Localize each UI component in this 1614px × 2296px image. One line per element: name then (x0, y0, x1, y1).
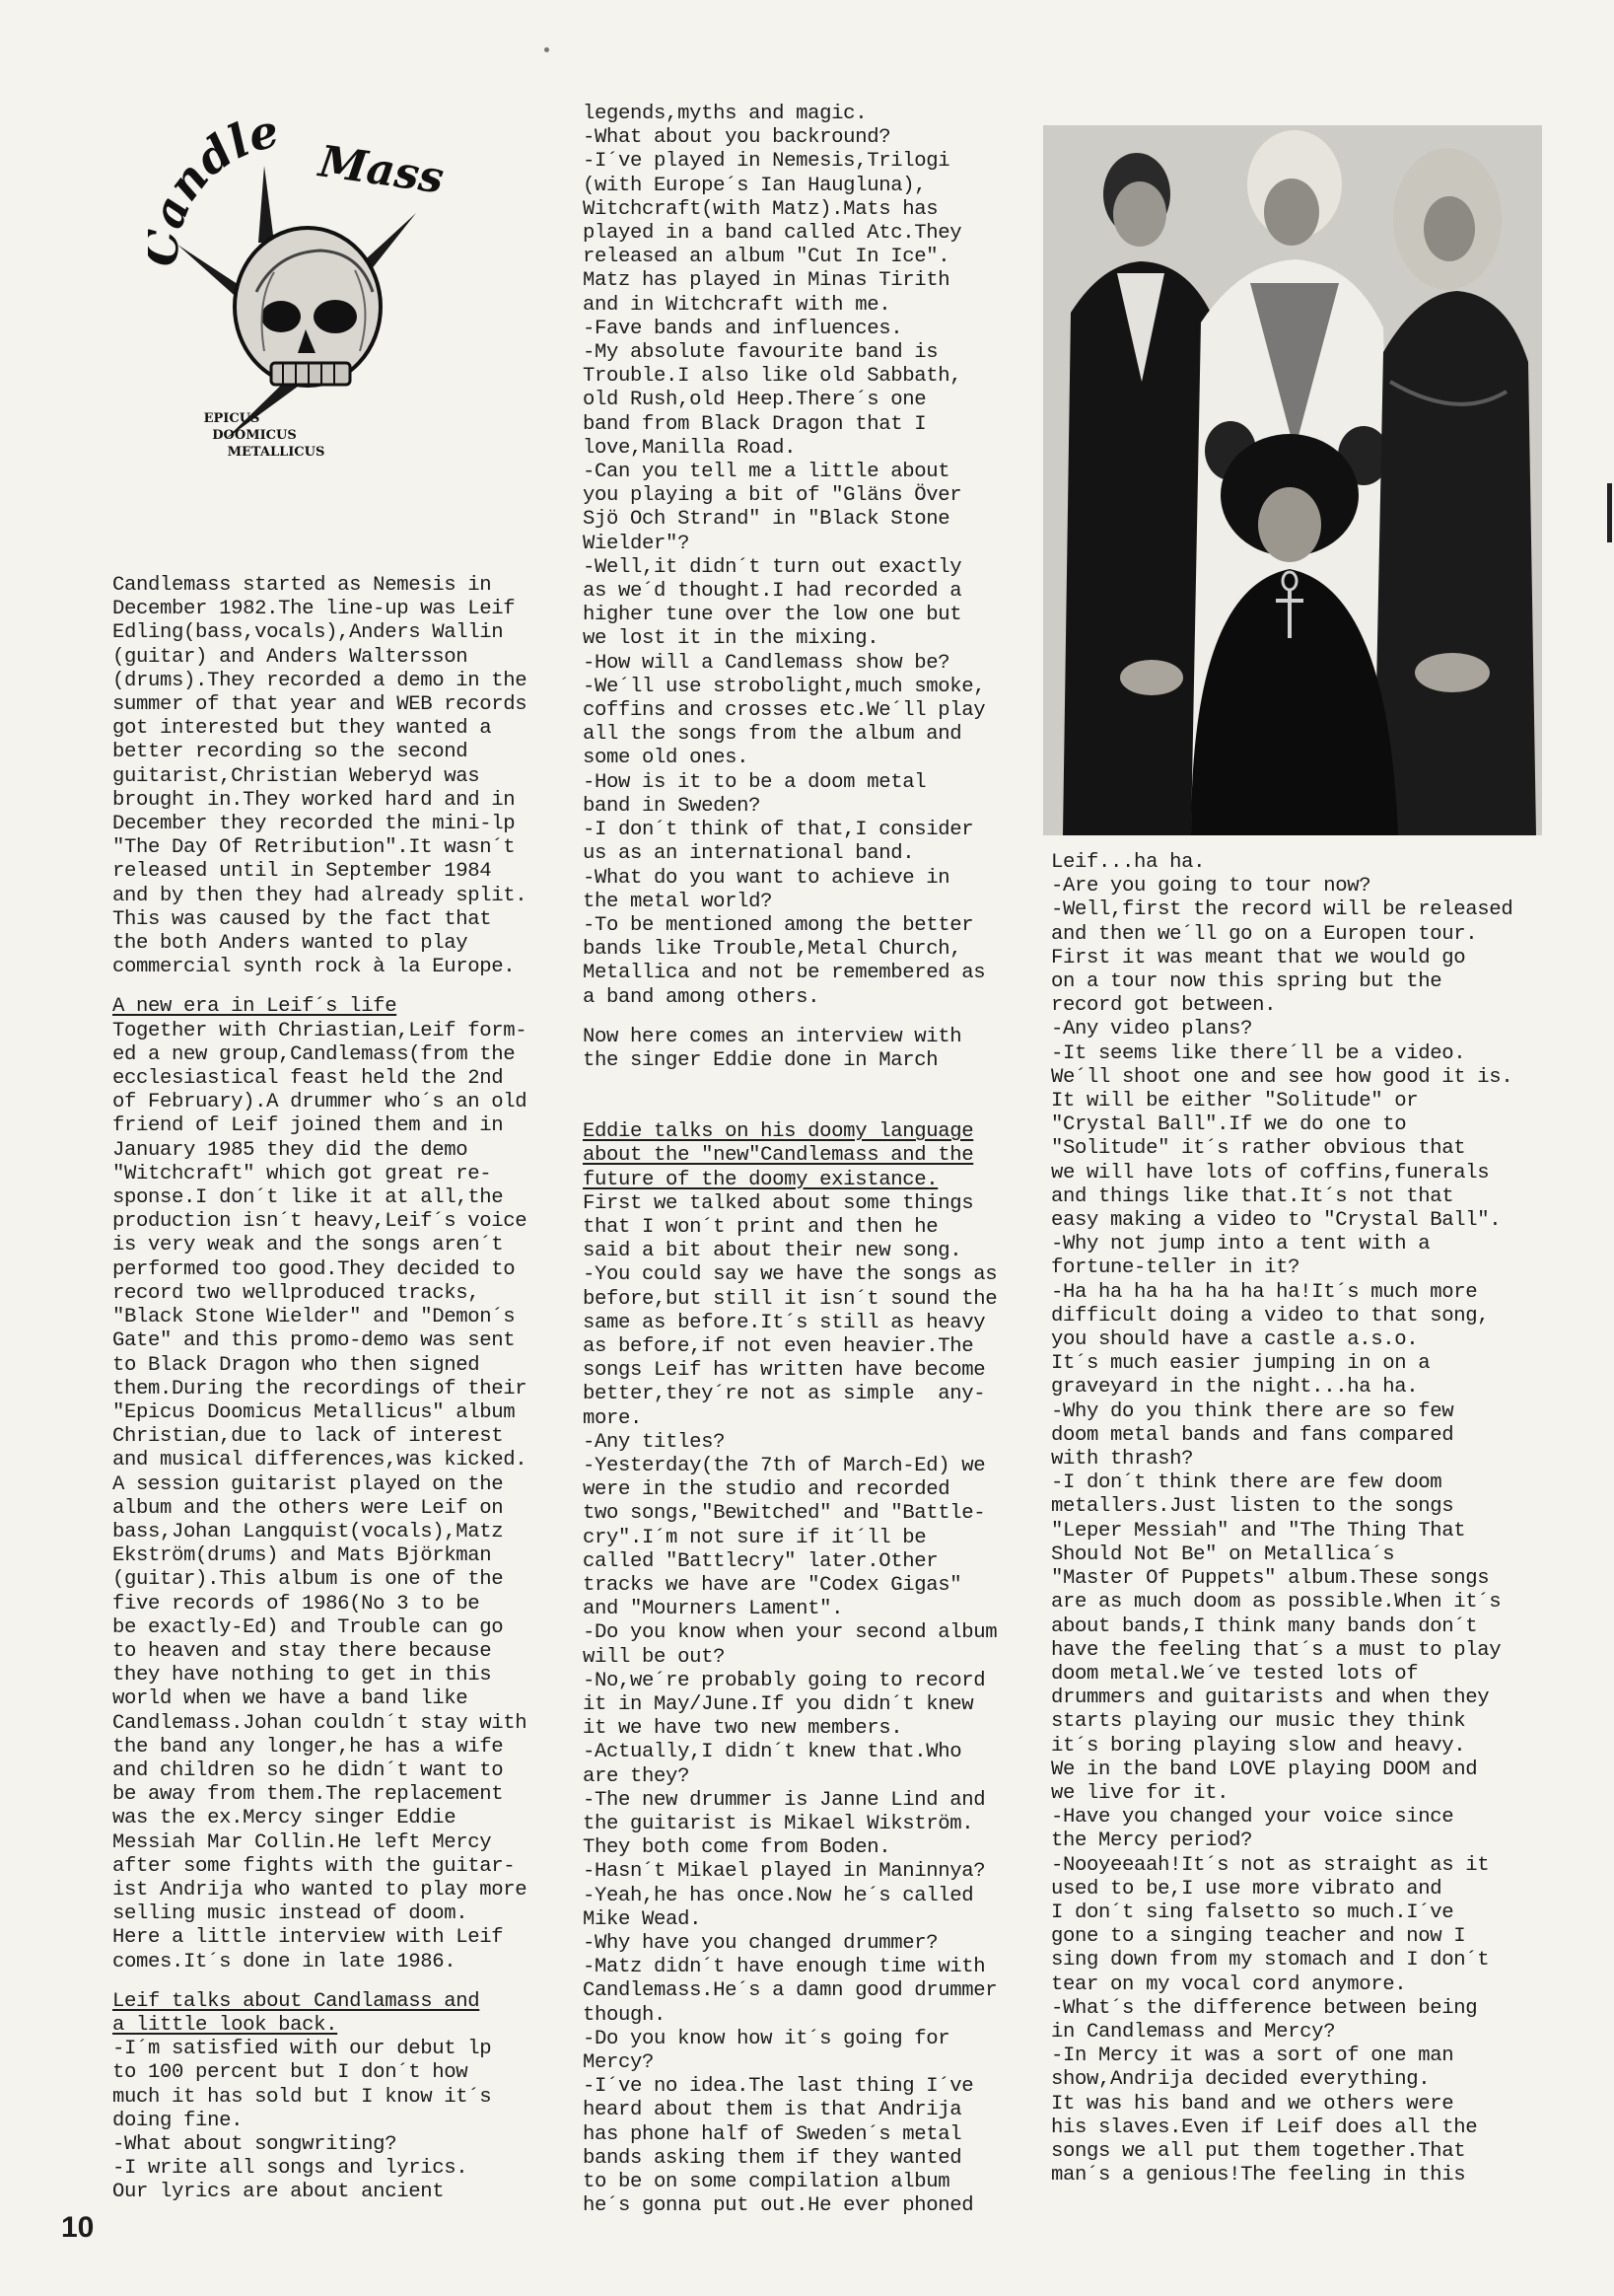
page-edge-mark (1607, 483, 1612, 542)
text-line: and then we´ll go on a Europen tour. (1051, 922, 1478, 946)
text-line: Our lyrics are about ancient (112, 2181, 445, 2204)
text-line: -Ha ha ha ha ha ha ha!It´s much more (1051, 1280, 1478, 1304)
text-line: called "Battlecry" later.Other (583, 1549, 939, 1573)
article-paragraph (583, 1192, 997, 2219)
text-line: Now here comes an interview with (583, 1025, 962, 1048)
text-line: higher tune over the low one but (583, 604, 962, 627)
candlemass-logo (148, 105, 444, 469)
text-line: got interested but they wanted a (112, 717, 492, 741)
text-line: cry".I´m not sure if it´ll be (583, 1526, 927, 1549)
text-line: -What´s the difference between being (1051, 1996, 1478, 2020)
text-line: "Epicus Doomicus Metallicus" album (112, 1400, 516, 1424)
text-line: starts playing our music they think (1051, 1710, 1466, 1734)
text-line: (drums).They recorded a demo in the (112, 669, 527, 692)
text-line: Together with Chriastian,Leif form- (112, 1019, 527, 1042)
text-line: -It seems like there´ll be a video. (1051, 1041, 1466, 1065)
text-line: them.During the recordings of their (112, 1377, 527, 1400)
text-line: a little look back. (112, 2013, 338, 2037)
text-line: said a bit about their new song. (583, 1240, 962, 1263)
text-line: Messiah Mar Collin.He left Mercy (112, 1830, 492, 1854)
paragraph-gap (112, 1974, 526, 1990)
text-line: Leif...ha ha. (1051, 851, 1206, 874)
text-line: -I don´t think there are few doom (1051, 1471, 1442, 1495)
text-line: you should have a castle a.s.o. (1051, 1328, 1419, 1352)
text-line: "Leper Messiah" and "The Thing That (1051, 1519, 1466, 1543)
text-line: much it has sold but I know it´s (112, 2085, 492, 2109)
text-line: to Black Dragon who then signed (112, 1353, 480, 1377)
text-line: sponse.I don´t like it at all,the (112, 1186, 504, 1210)
text-line: Christian,due to lack of interest (112, 1425, 504, 1449)
article-column-2 (583, 103, 997, 2218)
section-heading (583, 1120, 997, 1192)
text-line: coffins and crosses etc.We´ll play (583, 699, 986, 723)
text-line: This was caused by the fact that (112, 907, 492, 931)
text-line: same as before.It´s still as heavy (583, 1311, 986, 1334)
text-line: record got between. (1051, 994, 1277, 1018)
text-line: with thrash? (1051, 1448, 1194, 1471)
paragraph-gap (583, 1073, 997, 1089)
text-line: -You could say we have the songs as (583, 1263, 998, 1287)
text-line: Wielder"? (583, 532, 690, 555)
text-line: it´s boring playing slow and heavy. (1051, 1734, 1466, 1758)
text-line: we lost it in the mixing. (583, 627, 879, 651)
text-line: -Hasn´t Mikael played in Maninnya? (583, 1860, 986, 1884)
text-line: -Matz didn´t have enough time with (583, 1956, 986, 1979)
text-line: Edling(bass,vocals),Anders Wallin (112, 621, 504, 645)
text-line: doom metal.We´ve tested lots of (1051, 1662, 1419, 1686)
text-line: sing down from my stomach and I don´t (1051, 1949, 1490, 1973)
text-line: -Well,first the record will be released (1051, 898, 1513, 922)
text-line: -Any titles? (583, 1430, 726, 1454)
text-line: brought in.They worked hard and in (112, 788, 516, 812)
text-line: Here a little interview with Leif (112, 1926, 504, 1950)
text-line: are as much doom as possible.When it´s (1051, 1591, 1502, 1614)
text-line: tear on my vocal cord anymore. (1051, 1973, 1407, 1996)
text-line: some old ones. (583, 747, 749, 770)
text-line: show,Andrija decided everything. (1051, 2068, 1431, 2092)
text-line: Matz has played in Minas Tirith (583, 269, 950, 293)
text-line: to be on some compilation album (583, 2171, 950, 2194)
text-line: January 1985 they did the demo (112, 1138, 468, 1162)
text-line: Leif talks about Candlamass and (112, 1989, 480, 2013)
text-line: songs Leif has written have become (583, 1359, 986, 1383)
article-paragraph (1051, 851, 1512, 2188)
text-line: selling music instead of doom. (112, 1902, 468, 1926)
text-line: -My absolute favourite band is (583, 341, 939, 365)
text-line: Gate" and this promo-demo was sent (112, 1329, 516, 1353)
text-line: are they? (583, 1764, 690, 1788)
logo-band-name: ndle (157, 105, 284, 210)
text-line: tracks we have are "Codex Gigas" (583, 1573, 962, 1597)
text-line: drummers and guitarists and when they (1051, 1686, 1490, 1710)
logo-tagline-line: EPICUS (203, 411, 260, 426)
text-line: -Why do you think there are so few (1051, 1399, 1454, 1423)
text-line: -I´ve no idea.The last thing I´ve (583, 2075, 974, 2099)
text-line: ed a new group,Candlemass(from the (112, 1042, 516, 1066)
text-line: used to be,I use more vibrato and (1051, 1877, 1442, 1901)
text-line: A session guitarist played on the (112, 1472, 504, 1496)
paragraph-gap (112, 979, 526, 995)
text-line: "Master Of Puppets" album.These songs (1051, 1567, 1490, 1591)
text-line: doom metal bands and fans compared (1051, 1423, 1454, 1447)
text-line: commercial synth rock à la Europe. (112, 956, 516, 979)
text-line: easy making a video to "Crystal Ball". (1051, 1209, 1502, 1233)
paragraph-gap (583, 1105, 997, 1120)
text-line: future of the doomy existance. (583, 1168, 939, 1191)
text-line: more. (583, 1406, 643, 1430)
text-line: We in the band LOVE playing DOOM and (1051, 1758, 1478, 1781)
text-line: is very weak and the songs aren´t (112, 1234, 504, 1257)
text-line: doing fine. (112, 2109, 244, 2132)
article-paragraph (583, 1026, 997, 1073)
text-line: "Solitude" it´s rather obvious that (1051, 1137, 1466, 1161)
text-line: -Why not jump into a tent with a (1051, 1233, 1431, 1256)
spike-top (258, 166, 274, 243)
article-column-3 (1051, 851, 1512, 2188)
text-line: bands like Trouble,Metal Church, (583, 938, 962, 962)
text-line: -What about songwriting? (112, 2133, 397, 2156)
text-line: the Mercy period? (1051, 1830, 1253, 1853)
text-line: as we´d thought.I had recorded a (583, 580, 962, 604)
text-line: Metallica and not be remembered as (583, 962, 986, 985)
text-line: were in the studio and recorded (583, 1478, 950, 1502)
article-paragraph (583, 103, 997, 1010)
text-line: be exactly-Ed) and Trouble can go (112, 1615, 504, 1639)
text-line: though. (583, 2003, 667, 2027)
text-line: be away from them.The replacement (112, 1783, 504, 1807)
text-line: band in Sweden? (583, 794, 761, 818)
page-number: 10 (61, 2211, 95, 2244)
text-line: Candlemass.He´s a damn good drummer (583, 1979, 998, 2003)
text-line: (guitar) and Anders Waltersson (112, 645, 468, 669)
text-line: man´s a genious!The feeling in this (1051, 2164, 1466, 2188)
text-line: five records of 1986(No 3 to be (112, 1592, 480, 1615)
text-line: -Are you going to tour now? (1051, 875, 1371, 898)
text-line: the singer Eddie done in March (583, 1048, 939, 1072)
text-line: we will have lots of coffins,funerals (1051, 1161, 1490, 1184)
text-line: A new era in Leif´s life (112, 995, 397, 1019)
text-line: bands asking them if they wanted (583, 2146, 962, 2170)
text-line: -I´m satisfied with our debut lp (112, 2038, 492, 2061)
text-line: production isn´t heavy,Leif´s voice (112, 1210, 527, 1234)
text-line: before,but still it isn´t sound the (583, 1287, 998, 1311)
text-line: he´s gonna put out.He ever phoned (583, 2194, 974, 2218)
text-line: -Have you changed your voice since (1051, 1806, 1454, 1830)
text-line: Sjö Och Strand" in "Black Stone (583, 508, 950, 532)
text-line: (with Europe´s Ian Haugluna), (583, 174, 927, 197)
text-line: record two wellproduced tracks, (112, 1281, 480, 1305)
section-heading (112, 995, 526, 1019)
text-line: -Do you know when your second album (583, 1621, 998, 1645)
text-line: about the "new"Candlemass and the (583, 1144, 974, 1168)
text-line: about bands,I think many bands don´t (1051, 1614, 1478, 1638)
text-line: "Black Stone Wielder" and "Demon´s (112, 1306, 516, 1329)
text-line: world when we have a band like (112, 1687, 468, 1711)
skull-icon (235, 228, 381, 386)
logo-tagline-line: METALLICUS (227, 445, 325, 460)
text-line: Candlemass started as Nemesis in (112, 574, 492, 597)
text-line: First it was meant that we would go (1051, 946, 1466, 969)
article-paragraph (112, 2038, 526, 2204)
text-line: the guitarist is Mikael Wikström. (583, 1813, 974, 1836)
text-line: and by then they had already split. (112, 884, 527, 907)
text-line: -The new drummer is Janne Lind and (583, 1788, 986, 1812)
text-line: -What do you want to achieve in (583, 866, 950, 890)
text-line: played in a band called Atc.They (583, 222, 962, 246)
text-line: -Can you tell me a little about (583, 461, 950, 484)
text-line: guitarist,Christian Weberyd was (112, 764, 480, 788)
text-line: that I won´t print and then he (583, 1215, 939, 1239)
text-line: -In Mercy it was a sort of one man (1051, 2045, 1454, 2068)
text-line: -Actually,I didn´t knew that.Who (583, 1741, 962, 1764)
text-line: -What about you backround? (583, 126, 891, 150)
text-line: -I´ve played in Nemesis,Trilogi (583, 150, 950, 174)
text-line: after some fights with the guitar- (112, 1854, 516, 1878)
text-line: a band among others. (583, 985, 820, 1009)
text-line: we live for it. (1051, 1781, 1229, 1805)
text-line: December they recorded the mini-lp (112, 813, 516, 836)
text-line: has phone half of Sweden´s metal (583, 2122, 962, 2146)
text-line: Mike Wead. (583, 1907, 702, 1931)
text-line: -Why have you changed drummer? (583, 1932, 939, 1956)
text-line: it we have two new members. (583, 1717, 903, 1741)
text-line: the band any longer,he has a wife (112, 1735, 504, 1758)
text-line: "The Day Of Retribution".It wasn´t (112, 836, 516, 860)
text-line: Eddie talks on his doomy language (583, 1120, 974, 1144)
text-line: love,Manilla Road. (583, 436, 797, 460)
text-line: Mercy? (583, 2051, 655, 2075)
text-line: "Witchcraft" which got great re- (112, 1162, 492, 1185)
text-line: Witchcraft(with Matz).Mats has (583, 197, 939, 221)
text-line: First we talked about some things (583, 1191, 974, 1215)
text-line: and children so he didn´t want to (112, 1758, 504, 1782)
logo-band-name-second: Mass (316, 136, 444, 204)
text-line: comes.It´s done in late 1986. (112, 1950, 456, 1973)
text-line: performed too good.They decided to (112, 1257, 516, 1281)
text-line: bass,Johan Langquist(vocals),Matz (112, 1520, 504, 1543)
text-line: December 1982.The line-up was Leif (112, 598, 516, 621)
text-line: "Crystal Ball".If we do one to (1051, 1113, 1407, 1137)
text-line: better recording so the second (112, 741, 468, 764)
text-line: fortune-teller in it? (1051, 1256, 1300, 1280)
text-line: on a tour now this spring but the (1051, 970, 1442, 994)
text-line: and things like that.It´s not that (1051, 1184, 1454, 1208)
text-line: two songs,"Bewitched" and "Battle- (583, 1502, 986, 1526)
text-line: friend of Leif joined them and in (112, 1114, 504, 1138)
text-line: -How will a Candlemass show be? (583, 651, 950, 675)
text-line: summer of that year and WEB records (112, 693, 527, 717)
text-line: Trouble.I also like old Sabbath, (583, 365, 962, 389)
text-line: as before,if not even heavier.The (583, 1334, 974, 1358)
text-line: It will be either "Solitude" or (1051, 1090, 1419, 1113)
article-paragraph (112, 1020, 526, 1974)
text-line: Candlemass.Johan couldn´t stay with (112, 1711, 527, 1735)
text-line: gone to a singing teacher and now I (1051, 1925, 1466, 1949)
text-line: songs we all put them together.That (1051, 2139, 1466, 2163)
text-line: -How is it to be a doom metal (583, 770, 927, 794)
text-line: legends,myths and magic. (583, 103, 868, 125)
text-line: the both Anders wanted to play (112, 932, 468, 956)
article-column-1 (112, 574, 526, 2205)
text-line: They both come from Boden. (583, 1836, 891, 1860)
text-line: they have nothing to get in this (112, 1664, 492, 1687)
text-line: -I don´t think of that,I consider (583, 819, 974, 842)
article-paragraph (112, 574, 526, 979)
text-line: ecclesiastical feast held the 2nd (112, 1067, 504, 1091)
text-line: -Nooyeeaah!It´s not as straight as it (1051, 1853, 1490, 1877)
text-line: -Fave bands and influences. (583, 317, 903, 340)
text-line: Should Not Be" on Metallica´s (1051, 1543, 1395, 1566)
text-line: and musical differences,was kicked. (112, 1449, 527, 1472)
text-line: -We´ll use strobolight,much smoke, (583, 675, 986, 698)
text-line: us as an international band. (583, 842, 915, 866)
text-line: heard about them is that Andrija (583, 2099, 962, 2122)
text-line: will be out? (583, 1645, 726, 1669)
logo-tagline-line: DOOMICUS (212, 428, 297, 443)
text-line: graveyard in the night...ha ha. (1051, 1376, 1419, 1399)
text-line: his slaves.Even if Leif does all the (1051, 2116, 1478, 2139)
text-line: -Well,it didn´t turn out exactly (583, 555, 962, 579)
text-line: metallers.Just listen to the songs (1051, 1495, 1454, 1519)
paragraph-gap (583, 1089, 997, 1105)
text-line: in Candlemass and Mercy? (1051, 2020, 1336, 2044)
text-line: -Any video plans? (1051, 1018, 1253, 1041)
text-line: We´ll shoot one and see how good it is. (1051, 1065, 1513, 1089)
text-line: -No,we´re probably going to record (583, 1669, 986, 1692)
text-line: all the songs from the album and (583, 723, 962, 747)
text-line: to 100 percent but I don´t how (112, 2061, 468, 2085)
text-line: and "Mourners Lament". (583, 1598, 844, 1621)
text-line: released an album "Cut In Ice". (583, 246, 950, 269)
text-line: band from Black Dragon that I (583, 412, 927, 436)
text-line: -To be mentioned among the better (583, 913, 974, 937)
text-line: and in Witchcraft with me. (583, 293, 891, 317)
text-line: -Yesterday(the 7th of March-Ed) we (583, 1454, 986, 1477)
text-line: -Yeah,he has once.Now he´s called (583, 1884, 974, 1907)
text-line: the metal world? (583, 890, 773, 913)
text-line: difficult doing a video to that song, (1051, 1304, 1490, 1327)
section-heading (112, 1990, 526, 2038)
text-line: of February).A drummer who´s an old (112, 1091, 527, 1114)
text-line: have the feeling that´s a must to play (1051, 1638, 1502, 1662)
paragraph-gap (583, 1010, 997, 1026)
text-line: was the ex.Mercy singer Eddie (112, 1807, 456, 1830)
text-line: you playing a bit of "Gläns Över (583, 484, 962, 508)
text-line: ist Andrija who wanted to play more (112, 1878, 527, 1901)
text-line: better,they´re not as simple any- (583, 1383, 986, 1406)
text-line: it in May/June.If you didn´t knew (583, 1693, 974, 1716)
text-line: Ekström(drums) and Mats Björkman (112, 1544, 492, 1568)
text-line: It´s much easier jumping in on a (1051, 1352, 1431, 1376)
text-line: album and the others were Leif on (112, 1496, 504, 1520)
text-line: to heaven and stay there because (112, 1639, 492, 1663)
text-line: -Do you know how it´s going for (583, 2027, 950, 2050)
text-line: old Rush,old Heep.There´s one (583, 389, 927, 412)
text-line: (guitar).This album is one of the (112, 1568, 504, 1592)
band-photo (1043, 125, 1542, 835)
text-line: I don´t sing falsetto so much.I´ve (1051, 1901, 1454, 1924)
text-line: -I write all songs and lyrics. (112, 2157, 468, 2181)
scan-speck (544, 47, 549, 52)
text-line: It was his band and we others were (1051, 2092, 1454, 2116)
text-line: released until in September 1984 (112, 860, 492, 884)
